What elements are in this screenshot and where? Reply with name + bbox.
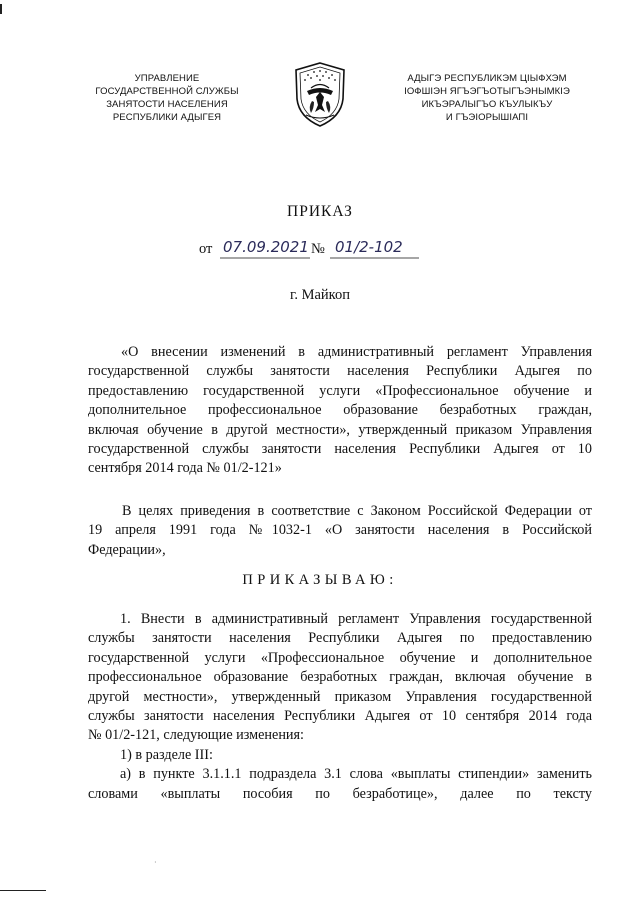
coat-of-arms-icon: [291, 61, 349, 129]
handwritten-number: 01/2-102: [335, 238, 403, 256]
subject-line: предоставлению государственной услуги «Профессиональное обучение и: [88, 382, 592, 399]
city-line: г. Майкоп: [290, 287, 350, 303]
body-line: профессиональное образование безработных граждан, включая обучение в: [88, 669, 592, 686]
header-right-line: АДЫГЭ РЕСПУБЛИКЭМ ЦIЫФХЭМ: [407, 73, 567, 84]
preamble-line: Федерации»,: [88, 541, 166, 558]
body-line: словами «выплаты пособия по безработице», далее по тексту: [88, 785, 592, 802]
number-label: №: [311, 241, 325, 257]
subject-line: сентября 2014 года № 01/2-121»: [88, 460, 282, 477]
body-line: 1. Внести в административный регламент Управления государственной: [120, 611, 592, 627]
header-left-line: ГОСУДАРСТВЕННОЙ СЛУЖБЫ: [95, 86, 239, 97]
subject-line: государственной службы занятости населения Республики Адыгея по: [88, 363, 592, 380]
date-prefix: от: [199, 241, 213, 257]
order-heading: ПРИКАЗЫВАЮ:: [242, 572, 398, 588]
body-line: № 01/2-121, следующие изменения:: [88, 727, 304, 744]
preamble-paragraph: [88, 502, 592, 560]
body-line: другой местности», утвержденный приказом Управления государственной: [88, 688, 592, 705]
preamble-line: В целях приведения в соответствие с Законом Российской Федерации от: [122, 503, 592, 519]
body-paragraph: [88, 610, 592, 804]
header-left-line: РЕСПУБЛИКИ АДЫГЕЯ: [112, 112, 222, 123]
header-right-block: [392, 72, 582, 124]
body-line: государственной услуги «Профессиональное обучение и дополнительное: [88, 649, 592, 666]
header-left-line: ЗАНЯТОСТИ НАСЕЛЕНИЯ: [106, 99, 228, 110]
header-left-block: [82, 72, 252, 124]
subject-line: «О внесении изменений в административный регламент Управления: [121, 344, 592, 360]
handwritten-date: 07.09.2021: [223, 238, 309, 256]
subject-line: включая обучение в другой местности», утвержденный приказом Управления: [88, 421, 592, 438]
header-right-line: IОФШIЭН ЯГЪЭГЪОТЫГЪЭНЫМКIЭ: [404, 86, 570, 97]
subject-line: государственной службы занятости населения Республики Адыгея от 10: [88, 441, 592, 458]
document-title: ПРИКАЗ: [287, 203, 353, 220]
subject-paragraph: [88, 343, 592, 479]
body-line: а) в пункте 3.1.1.1 подраздела 3.1 слова «выплаты стипендии» заменить: [120, 766, 592, 783]
header-right-line: ИКЪЭРАЛЫГЪО КЪУЛЫКЪУ: [421, 99, 553, 110]
scan-dot: ·: [154, 858, 157, 867]
header-left-line: УПРАВЛЕНИЕ: [134, 73, 200, 84]
body-line: службы занятости населения Республики Адыгея от 10 сентября 2014 года: [88, 708, 592, 725]
date-number-line: [199, 237, 459, 261]
header-right-line: И ГЪЭIОРЫШIАПI: [445, 112, 529, 123]
date-underlines: [199, 237, 459, 261]
preamble-line: 19 апреля 1991 года №1032-1 «О занятости населения в Российской: [88, 522, 592, 539]
bottom-edge-line: [0, 890, 46, 891]
body-line: службы занятости населения Республики Адыгея по предоставлению: [88, 630, 592, 647]
body-line: 1) в разделе III:: [120, 746, 213, 763]
subject-line: дополнительное профессиональное образование безработных граждан,: [88, 402, 592, 419]
corner-staple-mark: [0, 4, 8, 14]
